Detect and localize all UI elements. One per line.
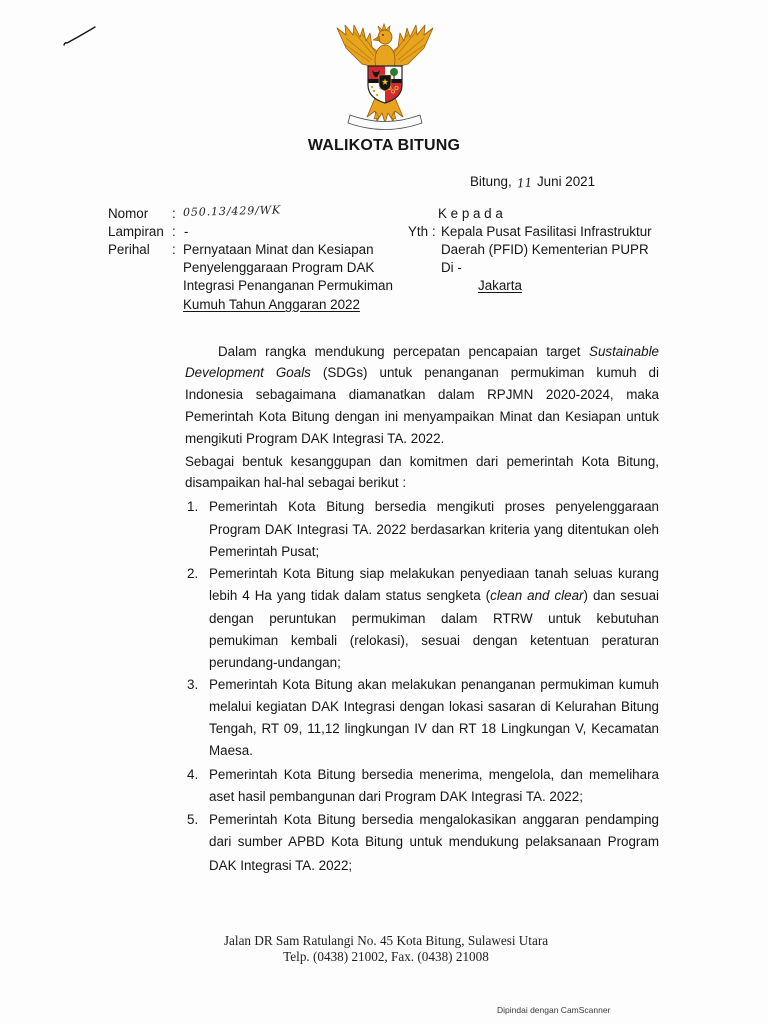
italic-text-run: Development Goals [185, 365, 311, 380]
list-number: 4. [187, 767, 199, 782]
emblem-left-wing [337, 25, 378, 68]
italic-text-run: clean and clear [490, 588, 584, 603]
list-item-line: dari sumber APBD Kota Bitung untuk mendukung pelaksanaan Program [209, 834, 659, 849]
list-number: 5. [187, 812, 199, 827]
emblem-right-wing [392, 25, 433, 68]
recipient-line: Daerah (PFID) Kementerian PUPR [441, 242, 649, 257]
body-line: Sebagai bentuk kesanggupan dan komitmen dari pemerintah Kota Bitung, [185, 454, 659, 469]
list-number: 3. [187, 677, 199, 692]
list-item-line: Maesa. [209, 743, 253, 758]
list-item-line: Pemerintah Pusat; [209, 544, 320, 559]
date-place: Bitung, [470, 174, 512, 189]
date-day-handwritten: 11 [516, 175, 533, 191]
nomor-value-handwritten: 050.13/429/WK [182, 203, 282, 219]
lampiran-colon: : [172, 224, 176, 239]
recipient-city: Jakarta [478, 278, 522, 293]
recipient-kepada: K e p a d a [438, 206, 503, 221]
perihal-line-underlined: Kumuh Tahun Anggaran 2022 [183, 297, 360, 312]
footer-contact: Telp. (0438) 21002, Fax. (0438) 21008 [283, 949, 489, 964]
perihal-line: Integrasi Penanganan Permukiman [183, 278, 393, 293]
recipient-line: Di - [441, 260, 462, 275]
list-item-line: Pemerintah Kota Bitung siap melakukan penyediaan tanah seluas kurang [209, 566, 659, 581]
nomor-colon: : [172, 206, 176, 221]
letter-date [470, 173, 595, 191]
recipient-line: Kepala Pusat Fasilitasi Infrastruktur [441, 224, 652, 239]
emblem-head [378, 30, 392, 44]
list-item-line: pemukiman kembali (relokasi), sesuai dengan ketentuan peraturan [209, 633, 659, 648]
list-item-line: Pemerintah Kota Bitung bersedia menerima, mengelola, dan memelihara [209, 767, 659, 782]
body-line [218, 343, 659, 361]
letterhead-title: WALIKOTA BITUNG [307, 137, 461, 154]
perihal-label: Perihal [108, 242, 150, 257]
text-run: ) dan sesuai [583, 588, 659, 603]
pen-mark [60, 22, 100, 52]
text-run: lebih 4 Ha yang tidak dalam status sengketa ( [209, 588, 491, 603]
list-item-line: melalui kegiatan DAK Integrasi dengan lokasi sasaran di Kelurahan Bitung [209, 699, 659, 714]
recipient-yth: Yth : [408, 224, 436, 239]
nomor-label: Nomor [108, 206, 149, 221]
lampiran-label: Lampiran [108, 224, 164, 239]
lampiran-value: - [184, 224, 189, 239]
garuda-emblem [332, 22, 438, 130]
list-item-line: Program DAK Integrasi TA. 2022 berdasarkan kriteria yang ditentukan oleh [209, 522, 659, 537]
body-line: disampaikan hal-hal sebagai berikut : [185, 475, 407, 490]
emblem-shield [368, 66, 402, 104]
text-run: (SDGs) untuk penanganan permukiman kumuh di [310, 365, 659, 380]
body-line [185, 364, 659, 382]
list-item-line: dengan peruntukan permukiman dalam RTRW untuk kebutuhan [209, 611, 659, 626]
list-item-line: perundang-undangan; [209, 655, 341, 670]
perihal-line: Pernyataan Minat dan Kesiapan [183, 242, 374, 257]
footer-address: Jalan DR Sam Ratulangi No. 45 Kota Bitung, Sulawesi Utara [223, 933, 549, 948]
emblem-beak [373, 36, 380, 41]
list-item-line [209, 587, 659, 605]
text-run: Dalam rangka mendukung percepatan pencapaian target [218, 344, 590, 359]
list-item-line: Tengah, RT 09, 11,12 lingkungan IV dan RT 18 Lingkungan V, Kecamatan [209, 721, 659, 736]
list-item-line: aset hasil pembangunan dari Program DAK Integrasi TA. 2022; [209, 789, 583, 804]
italic-text-run: Sustainable [589, 344, 659, 359]
list-item-line: Pemerintah Kota Bitung akan melakukan penanganan permukiman kumuh [209, 677, 659, 692]
list-number: 1. [187, 499, 199, 514]
scanner-watermark: Dipindai dengan CamScanner [497, 1005, 611, 1015]
body-line: Indonesia sebagaimana diamanatkan dalam RPJMN 2020-2024, maka [185, 387, 659, 402]
body-line: mengikuti Program DAK Integrasi TA. 2022. [185, 431, 445, 446]
list-number: 2. [187, 566, 199, 581]
perihal-colon: : [172, 242, 176, 257]
body-line: Pemerintah Kota Bitung dengan ini menyampaikan Minat dan Kesiapan untuk [185, 409, 659, 424]
list-item-line: DAK Integrasi TA. 2022; [209, 858, 353, 873]
list-item-line: Pemerintah Kota Bitung bersedia mengikuti proses penyelenggaraan [209, 499, 659, 514]
perihal-line: Penyelenggaraan Program DAK [183, 260, 375, 275]
date-month-year: Juni 2021 [536, 174, 596, 189]
list-item-line: Pemerintah Kota Bitung bersedia mengalokasikan anggaran pendamping [209, 812, 659, 827]
